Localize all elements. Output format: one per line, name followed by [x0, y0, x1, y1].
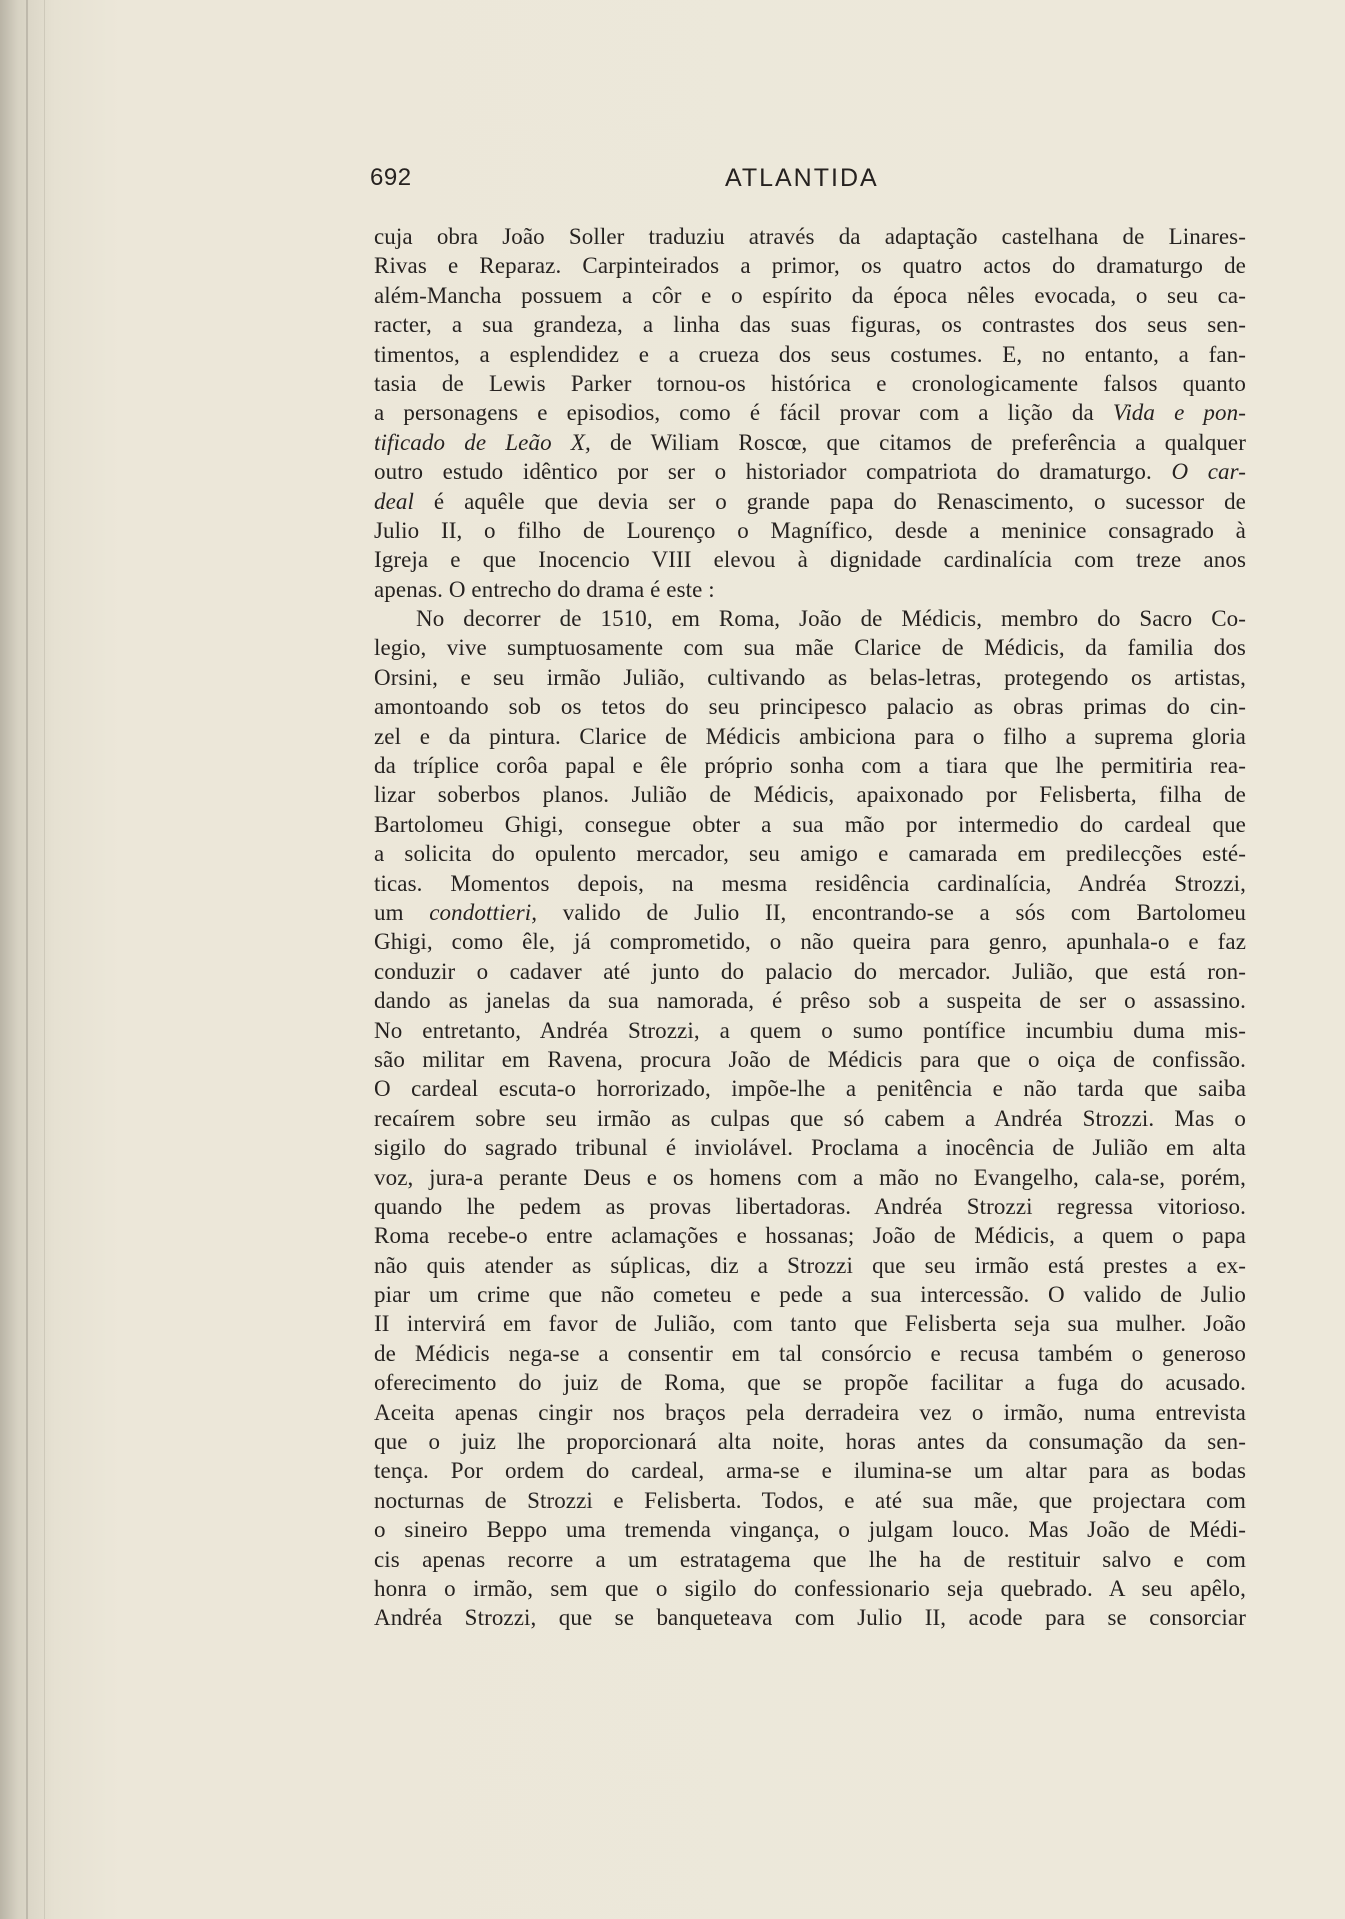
text-run: Rivas e Reparaz. Carpinteirados a primor, os quatro actos do dramaturgo de	[374, 253, 1246, 279]
text-run: voz, jura-a perante Deus e os homens com a mão no Evangelho, cala-se, porém,	[374, 1164, 1246, 1190]
text-run: Julio II, o filho de Lourenço o Magnífico, desde a meninice consagrado à	[374, 517, 1246, 543]
text-line	[374, 1251, 1246, 1280]
text-run: sigilo do sagrado tribunal é inviolável. Proclama a inocência de Julião em alta	[374, 1135, 1246, 1161]
text-line	[374, 986, 1246, 1015]
text-run: dando as janelas da sua namorada, é prêso sob a suspeita de ser o assassino.	[374, 988, 1246, 1014]
text-line	[374, 1545, 1246, 1574]
text-run: é aquêle que devia ser o grande papa do Renascimento, o sucessor de	[414, 488, 1246, 514]
text-run: legio, vive sumptuosamente com sua mãe Clarice de Médicis, da familia dos	[374, 635, 1246, 661]
text-run: quando lhe pedem as provas libertadoras. Andréa Strozzi regressa vitorioso.	[374, 1193, 1246, 1219]
text-run: O cardeal escuta-o horrorizado, impõe-lhe a penitência e não tarda que saiba	[374, 1076, 1246, 1102]
text-run: No decorrer de 1510, em Roma, João de Médicis, membro do Sacro Co-	[416, 606, 1246, 632]
page-number: 692	[370, 164, 412, 191]
text-run: nocturnas de Strozzi e Felisberta. Todos, e até sua mãe, que projectara com	[374, 1487, 1246, 1513]
text-line	[374, 633, 1246, 662]
text-run: cis apenas recorre a um estratagema que lhe ha de restituir salvo e com	[374, 1546, 1246, 1572]
text-run: o sineiro Beppo uma tremenda vingança, o julgam louco. Mas João de Médi-	[374, 1517, 1246, 1543]
text-line	[374, 604, 1246, 633]
page-header	[370, 160, 890, 200]
text-line	[374, 398, 1246, 427]
text-run: Igreja e que Inocencio VIII elevou à dignidade cardinalícia com treze anos	[374, 547, 1246, 573]
text-run: piar um crime que não cometeu e pede a sua intercessão. O valido de Julio	[374, 1282, 1246, 1308]
text-run: Orsini, e seu irmão Julião, cultivando as belas-letras, protegendo os artistas,	[374, 664, 1246, 690]
text-line	[374, 839, 1246, 868]
text-run: ticas. Momentos depois, na mesma residência cardinalícia, Andréa Strozzi,	[374, 870, 1246, 896]
text-run: racter, a sua grandeza, a linha das suas figuras, os contrastes dos seus sen-	[374, 312, 1246, 338]
text-line	[374, 1574, 1246, 1603]
text-line	[374, 927, 1246, 956]
text-line	[374, 1368, 1246, 1397]
text-run: não quis atender as súplicas, diz a Strozzi que seu irmão está prestes a ex-	[374, 1252, 1246, 1278]
text-run: valido de Julio II, encontrando-se a sós com Bartolomeu	[537, 899, 1246, 925]
text-line	[374, 575, 1246, 604]
text-line	[374, 487, 1246, 516]
italic-text: condottieri,	[429, 899, 538, 925]
italic-text: O car-	[1171, 459, 1246, 485]
text-line	[374, 1045, 1246, 1074]
binding-shadow	[26, 0, 28, 1919]
text-run: Andréa Strozzi, que se banqueteava com Julio II, acode para se consorciar	[374, 1605, 1246, 1631]
text-line	[374, 369, 1246, 398]
text-run: lizar soberbos planos. Julião de Médicis, apaixonado por Felisberta, filha de	[374, 782, 1246, 808]
text-line	[374, 457, 1246, 486]
text-run: timentos, a esplendidez e a crueza dos seus costumes. E, no entanto, a fan-	[374, 341, 1246, 367]
text-line	[374, 1427, 1246, 1456]
text-run: honra o irmão, sem que o sigilo do confessionario seja quebrado. A seu apêlo,	[374, 1575, 1246, 1601]
text-run: zel e da pintura. Clarice de Médicis ambiciona para o filho a suprema gloria	[374, 723, 1246, 749]
text-line	[374, 1456, 1246, 1485]
text-line	[374, 1104, 1246, 1133]
text-run: Roma recebe-o entre aclamações e hossanas; João de Médicis, a quem o papa	[374, 1223, 1246, 1249]
text-line	[374, 810, 1246, 839]
text-run: que o juiz lhe proporcionará alta noite, horas antes da consumação da sen-	[374, 1429, 1246, 1455]
text-line	[374, 751, 1246, 780]
text-line	[374, 1309, 1246, 1338]
text-run: apenas. O entrecho do drama é este :	[374, 576, 715, 602]
text-line	[374, 428, 1246, 457]
text-run: amontoando sob os tetos do seu principesco palacio as obras primas do cin-	[374, 694, 1246, 720]
text-run: tasia de Lewis Parker tornou-os histórica e cronologicamente falsos quanto	[374, 370, 1246, 396]
text-run: um	[374, 899, 430, 925]
text-line	[374, 722, 1246, 751]
text-line	[374, 1221, 1246, 1250]
text-run: outro estudo idêntico por ser o historiador compatriota do dramaturgo.	[374, 459, 1172, 485]
text-line	[374, 1486, 1246, 1515]
body-text	[374, 222, 1246, 1633]
text-run: além-Mancha possuem a côr e o espírito da época nêles evocada, o seu ca-	[374, 282, 1246, 308]
text-run: Aceita apenas cingir nos braços pela derradeira vez o irmão, numa entrevista	[374, 1399, 1246, 1425]
text-run: a personagens e episodios, como é fácil provar com a lição da	[374, 400, 1113, 426]
italic-text: deal	[374, 488, 414, 514]
text-line	[374, 692, 1246, 721]
text-run: conduzir o cadaver até junto do palacio do mercador. Julião, que está ron-	[374, 958, 1246, 984]
text-line	[374, 869, 1246, 898]
text-run: recaírem sobre seu irmão as culpas que só cabem a Andréa Strozzi. Mas o	[374, 1105, 1246, 1131]
text-run: cuja obra João Soller traduziu através da adaptação castelhana de Linares-	[374, 224, 1246, 249]
text-line	[374, 1133, 1246, 1162]
text-run: de Wiliam Roscœ, que citamos de preferência a qualquer	[590, 429, 1246, 455]
text-line	[374, 1280, 1246, 1309]
text-line	[374, 1074, 1246, 1103]
binding-edge	[44, 0, 45, 1919]
text-run: são militar em Ravena, procura João de Médicis para que o oiça de confissão.	[374, 1046, 1246, 1072]
text-run: oferecimento do juiz de Roma, que se propõe facilitar a fuga do acusado.	[374, 1370, 1246, 1396]
text-line	[374, 222, 1246, 251]
text-line	[374, 1016, 1246, 1045]
text-line	[374, 957, 1246, 986]
text-line	[374, 1163, 1246, 1192]
text-run: de Médicis nega-se a consentir em tal consórcio e recusa também o generoso	[374, 1340, 1246, 1366]
text-line	[374, 1603, 1246, 1632]
text-line	[374, 545, 1246, 574]
running-title: ATLANTIDA	[725, 164, 879, 192]
text-line	[374, 898, 1246, 927]
text-run: da tríplice corôa papal e êle próprio sonha com a tiara que lhe permitiria rea-	[374, 753, 1246, 779]
italic-text: Vida e pon-	[1112, 400, 1246, 426]
text-line	[374, 340, 1246, 369]
text-line	[374, 1192, 1246, 1221]
text-run: tença. Por ordem do cardeal, arma-se e ilumina-se um altar para as bodas	[374, 1458, 1246, 1484]
text-line	[374, 780, 1246, 809]
text-run: a solicita do opulento mercador, seu amigo e camarada em predilecções esté-	[374, 841, 1246, 867]
text-line	[374, 516, 1246, 545]
text-line	[374, 281, 1246, 310]
text-run: Bartolomeu Ghigi, consegue obter a sua mão por intermedio do cardeal que	[374, 811, 1246, 837]
text-line	[374, 1339, 1246, 1368]
text-line	[374, 1398, 1246, 1427]
italic-text: tificado de Leão X,	[374, 429, 591, 455]
text-run: II intervirá em favor de Julião, com tanto que Felisberta seja sua mulher. João	[374, 1311, 1246, 1337]
text-run: No entretanto, Andréa Strozzi, a quem o sumo pontífice incumbiu duma mis-	[374, 1017, 1246, 1043]
text-line	[374, 251, 1246, 280]
text-line	[374, 1515, 1246, 1544]
text-line	[374, 310, 1246, 339]
text-run: Ghigi, como êle, já comprometido, o não queira para genro, apunhala-o e faz	[374, 929, 1246, 955]
text-line	[374, 663, 1246, 692]
